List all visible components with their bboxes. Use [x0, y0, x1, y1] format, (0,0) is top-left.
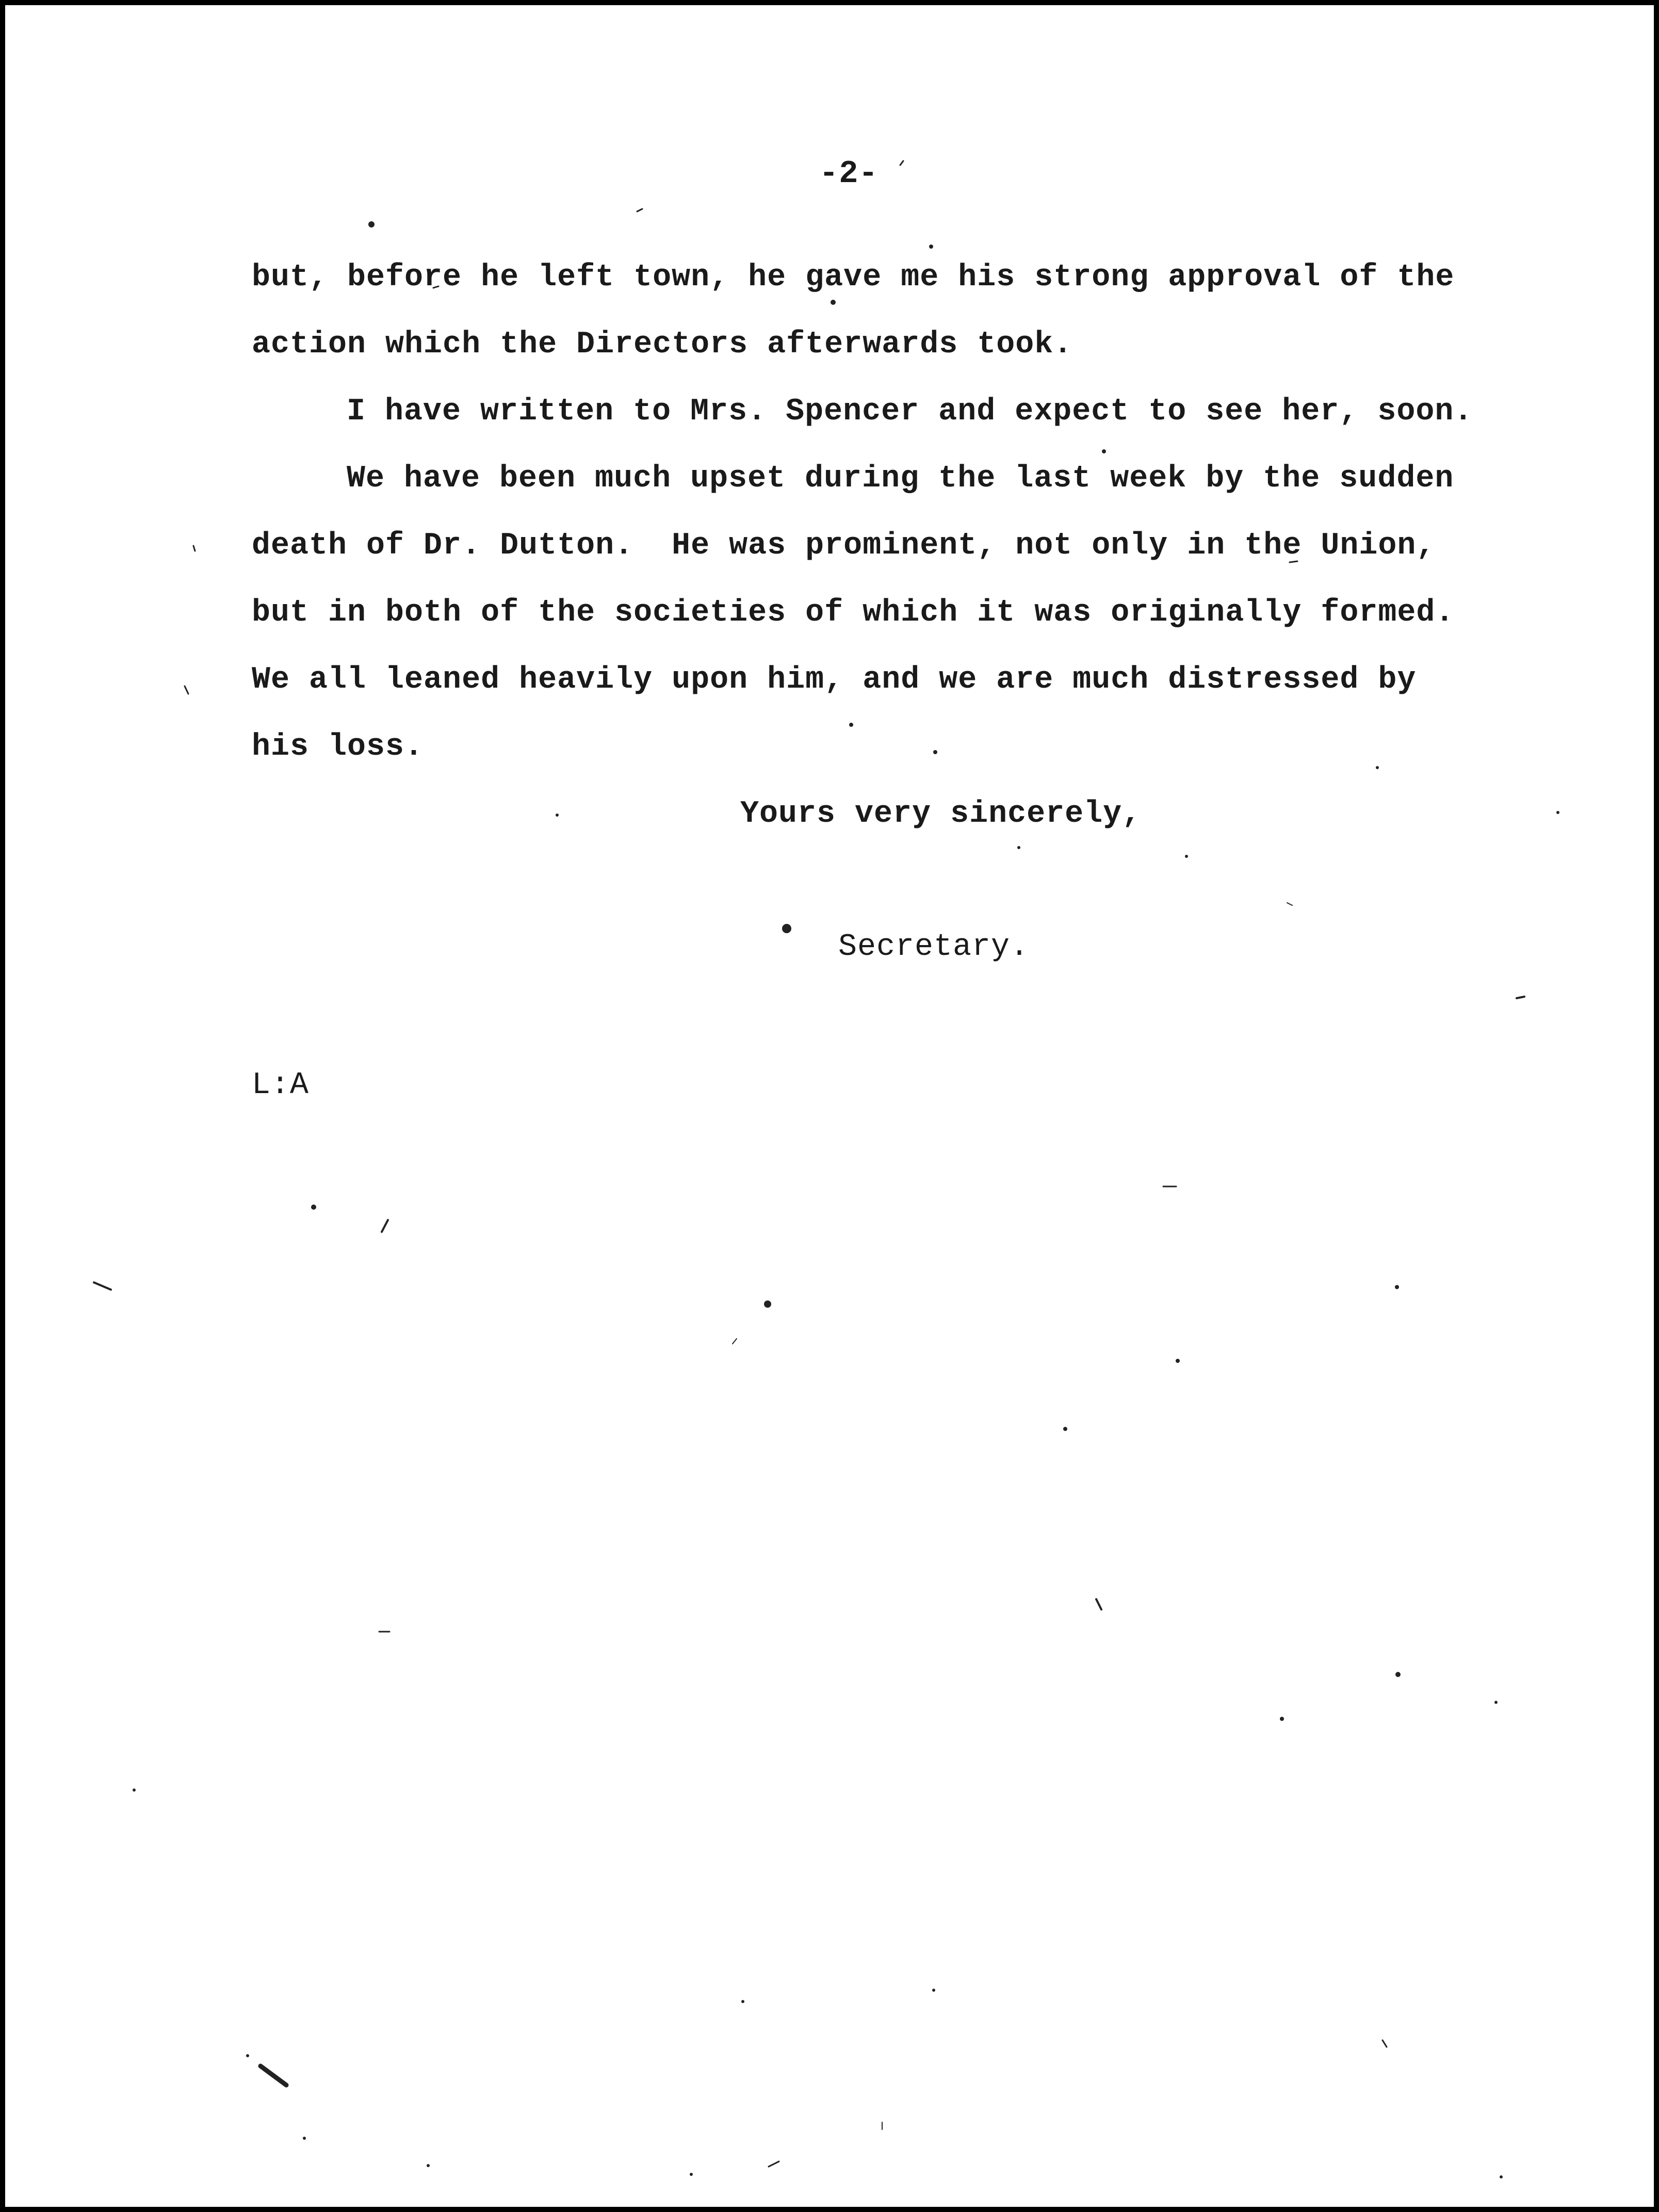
reference-initials: L:A [252, 1068, 310, 1103]
body-line: We have been much upset during the last week by the sudden [347, 461, 1454, 496]
body-line: but in both of the societies of which it was originally formed. [252, 595, 1455, 630]
closing-salutation: Yours very sincerely, [740, 796, 1142, 832]
body-line: but, before he left town, he gave me his strong approval of the [252, 260, 1455, 295]
signature-title: Secretary. [838, 930, 1030, 965]
scan-noise-specks [5, 5, 1659, 2212]
body-line: I have written to Mrs. Spencer and expect to see her, soon. [347, 394, 1473, 429]
page-number: -2- [819, 155, 879, 192]
body-line: action which the Directors afterwards took. [252, 327, 1073, 362]
body-line: We all leaned heavily upon him, and we are much distressed by [252, 662, 1417, 697]
body-line: his loss. [252, 729, 424, 765]
body-line: death of Dr. Dutton. He was prominent, not only in the Union, [252, 528, 1436, 563]
